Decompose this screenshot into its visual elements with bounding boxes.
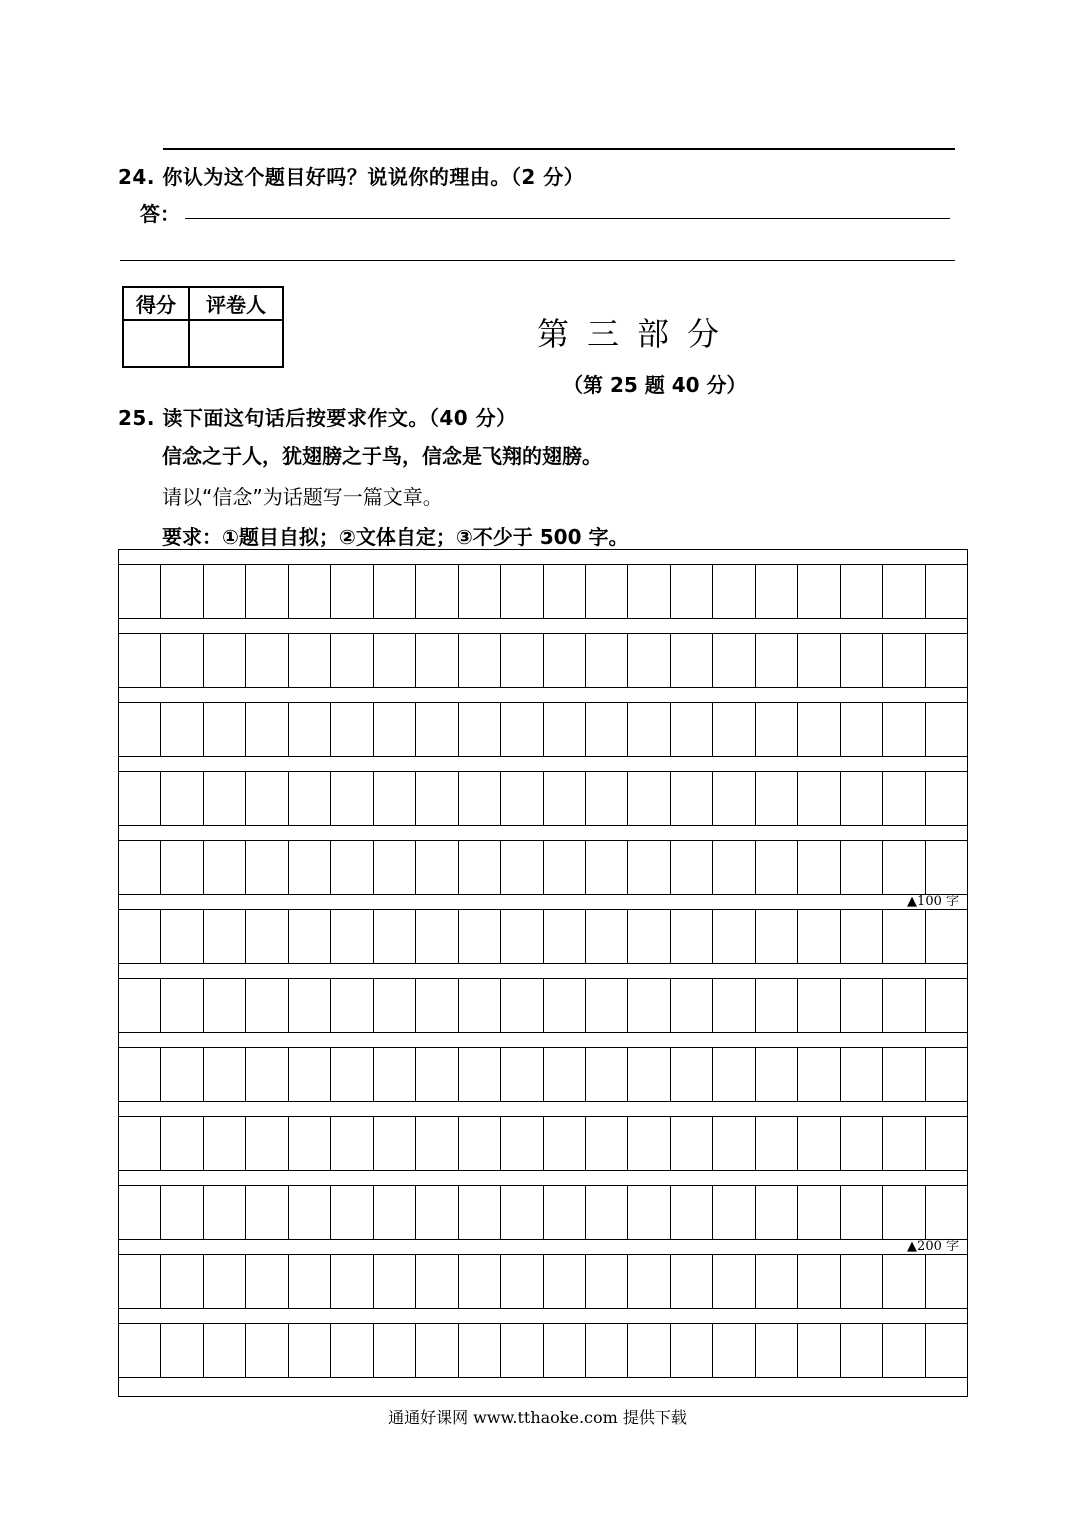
answer-line-1[interactable]: [185, 218, 950, 219]
grid-cell[interactable]: [926, 634, 967, 688]
grid-cell[interactable]: [926, 1048, 967, 1102]
grid-cell[interactable]: [713, 772, 755, 826]
essay-requirements: 要求：①题目自拟；②文体自定；③不少于 500 字。: [162, 525, 629, 549]
grid-cell[interactable]: [756, 565, 798, 619]
grid-cell[interactable]: [841, 841, 883, 895]
grid-cell[interactable]: [671, 841, 713, 895]
grid-cell[interactable]: [756, 910, 798, 964]
grid-cell[interactable]: [204, 565, 246, 619]
grid-cell[interactable]: [713, 841, 755, 895]
grid-cell[interactable]: [246, 565, 288, 619]
grid-cell[interactable]: [798, 1255, 840, 1309]
grid-spacer-row: [119, 1033, 967, 1048]
grid-cell[interactable]: [671, 772, 713, 826]
grid-cell[interactable]: [289, 703, 331, 757]
grader-cell[interactable]: [189, 320, 283, 367]
grid-cell[interactable]: [331, 772, 373, 826]
grid-cell[interactable]: [246, 1117, 288, 1171]
grid-cell[interactable]: [416, 841, 458, 895]
grid-cell[interactable]: [713, 634, 755, 688]
grid-cell[interactable]: [459, 634, 501, 688]
grid-cell[interactable]: [459, 565, 501, 619]
grid-cell[interactable]: [628, 1324, 670, 1378]
grid-spacer-row: [119, 550, 967, 565]
grid-cell[interactable]: [628, 703, 670, 757]
grid-cell[interactable]: [374, 979, 416, 1033]
grid-cell[interactable]: [841, 1186, 883, 1240]
grid-cell[interactable]: [161, 1324, 203, 1378]
essay-quote: 信念之于人，犹翅膀之于鸟，信念是飞翔的翅膀。: [162, 444, 602, 468]
grid-cell[interactable]: [671, 1255, 713, 1309]
grid-cell[interactable]: [289, 841, 331, 895]
grid-cell[interactable]: [161, 910, 203, 964]
grid-cell[interactable]: [459, 1324, 501, 1378]
grid-row: [119, 841, 967, 896]
grid-cell[interactable]: [628, 910, 670, 964]
grid-cell[interactable]: [544, 772, 586, 826]
grid-cell[interactable]: [331, 1048, 373, 1102]
grid-cell[interactable]: [671, 1324, 713, 1378]
grid-cell[interactable]: [119, 1048, 161, 1102]
grid-cell[interactable]: [119, 910, 161, 964]
grid-cell[interactable]: [798, 979, 840, 1033]
grid-row: [119, 1186, 967, 1241]
grid-cell[interactable]: [841, 1048, 883, 1102]
answer-line-2[interactable]: [120, 260, 955, 261]
grid-cell[interactable]: [883, 772, 925, 826]
grid-cell[interactable]: [289, 1255, 331, 1309]
grid-cell[interactable]: [756, 979, 798, 1033]
grid-cell[interactable]: [544, 979, 586, 1033]
grid-cell[interactable]: [374, 841, 416, 895]
grid-cell[interactable]: [883, 1048, 925, 1102]
grid-cell[interactable]: [374, 1048, 416, 1102]
grid-cell[interactable]: [331, 1186, 373, 1240]
grid-cell[interactable]: [586, 1255, 628, 1309]
grid-cell[interactable]: [459, 979, 501, 1033]
grid-cell[interactable]: [586, 1324, 628, 1378]
grid-cell[interactable]: [501, 565, 543, 619]
grid-cell[interactable]: [628, 565, 670, 619]
grid-cell[interactable]: [883, 1186, 925, 1240]
grid-cell[interactable]: [926, 1255, 967, 1309]
score-header: 得分: [123, 287, 189, 320]
grid-cell[interactable]: [544, 841, 586, 895]
grid-cell[interactable]: [501, 910, 543, 964]
grid-cell[interactable]: [586, 772, 628, 826]
grid-cell[interactable]: [246, 1255, 288, 1309]
grid-cell[interactable]: [713, 1186, 755, 1240]
grid-cell[interactable]: [416, 910, 458, 964]
grid-cell[interactable]: [161, 1117, 203, 1171]
grid-cell[interactable]: [119, 1324, 161, 1378]
grid-cell[interactable]: [883, 1324, 925, 1378]
grid-cell[interactable]: [416, 1117, 458, 1171]
grid-row: [119, 565, 967, 620]
grid-cell[interactable]: [798, 565, 840, 619]
grid-cell[interactable]: [798, 772, 840, 826]
grid-cell[interactable]: [119, 634, 161, 688]
grid-cell[interactable]: [883, 1117, 925, 1171]
grid-cell[interactable]: [289, 565, 331, 619]
grid-cell[interactable]: [374, 703, 416, 757]
grid-cell[interactable]: [119, 703, 161, 757]
section-subtitle: （第 25 题 40 分）: [563, 373, 747, 397]
grid-cell[interactable]: [628, 1048, 670, 1102]
grid-cell[interactable]: [841, 1117, 883, 1171]
grid-cell[interactable]: [756, 841, 798, 895]
answer-line-prev: [163, 148, 955, 150]
grid-cell[interactable]: [374, 910, 416, 964]
grid-cell[interactable]: [204, 910, 246, 964]
grid-cell[interactable]: [671, 634, 713, 688]
grid-cell[interactable]: [331, 703, 373, 757]
grid-cell[interactable]: [204, 634, 246, 688]
grid-cell[interactable]: [544, 565, 586, 619]
grid-cell[interactable]: [544, 703, 586, 757]
grid-row: [119, 703, 967, 758]
grid-cell[interactable]: [586, 910, 628, 964]
grid-row: [119, 772, 967, 827]
grid-spacer-row: [119, 619, 967, 634]
grid-cell[interactable]: [713, 1255, 755, 1309]
grader-header: 评卷人: [189, 287, 283, 320]
grid-cell[interactable]: [459, 1048, 501, 1102]
grid-cell[interactable]: [798, 1048, 840, 1102]
grid-cell[interactable]: [713, 565, 755, 619]
grid-cell[interactable]: [628, 1186, 670, 1240]
grid-cell[interactable]: [628, 979, 670, 1033]
grid-cell[interactable]: [289, 1324, 331, 1378]
grid-cell[interactable]: [883, 979, 925, 1033]
grid-cell[interactable]: [883, 634, 925, 688]
essay-grid[interactable]: [118, 549, 968, 1397]
grid-cell[interactable]: [119, 979, 161, 1033]
grid-cell[interactable]: [883, 841, 925, 895]
grid-cell[interactable]: [501, 841, 543, 895]
grid-cell[interactable]: [161, 1048, 203, 1102]
grid-cell[interactable]: [586, 565, 628, 619]
grid-cell[interactable]: [331, 565, 373, 619]
grid-cell[interactable]: [204, 1048, 246, 1102]
grid-cell[interactable]: [586, 1186, 628, 1240]
grid-cell[interactable]: [628, 841, 670, 895]
grid-cell[interactable]: [119, 1255, 161, 1309]
grid-cell[interactable]: [798, 910, 840, 964]
grid-cell[interactable]: [501, 703, 543, 757]
grid-cell[interactable]: [544, 1048, 586, 1102]
score-cell[interactable]: [123, 320, 189, 367]
grid-cell[interactable]: [161, 979, 203, 1033]
grid-cell[interactable]: [289, 1048, 331, 1102]
grid-cell[interactable]: [246, 1048, 288, 1102]
grid-cell[interactable]: [374, 565, 416, 619]
grid-cell[interactable]: [756, 1324, 798, 1378]
grid-cell[interactable]: [374, 1117, 416, 1171]
grid-cell[interactable]: [756, 703, 798, 757]
grid-cell[interactable]: [544, 1255, 586, 1309]
grid-cell[interactable]: [501, 1117, 543, 1171]
grid-cell[interactable]: [756, 1048, 798, 1102]
grid-cell[interactable]: [331, 910, 373, 964]
grid-row: [119, 1048, 967, 1103]
grid-cell[interactable]: [586, 979, 628, 1033]
grid-cell[interactable]: [289, 634, 331, 688]
grid-cell[interactable]: [374, 772, 416, 826]
grid-cell[interactable]: [161, 1255, 203, 1309]
grid-cell[interactable]: [671, 979, 713, 1033]
grid-cell[interactable]: [331, 634, 373, 688]
grid-cell[interactable]: [501, 1186, 543, 1240]
grid-cell[interactable]: [459, 841, 501, 895]
grid-cell[interactable]: [331, 841, 373, 895]
grid-cell[interactable]: [926, 703, 967, 757]
grid-cell[interactable]: [544, 1324, 586, 1378]
grid-row: [119, 979, 967, 1034]
grid-cell[interactable]: [119, 841, 161, 895]
grid-cell[interactable]: [246, 1186, 288, 1240]
word-count-marker: ▲200 字: [907, 1238, 959, 1254]
grid-cell[interactable]: [671, 910, 713, 964]
word-count-marker: ▲100 字: [907, 893, 959, 909]
grid-cell[interactable]: [883, 910, 925, 964]
grid-cell[interactable]: [204, 1255, 246, 1309]
grid-cell[interactable]: [926, 979, 967, 1033]
grid-row: [119, 1255, 967, 1310]
grid-spacer-row: [119, 895, 967, 910]
grid-cell[interactable]: [756, 634, 798, 688]
grid-cell[interactable]: [459, 1117, 501, 1171]
grid-cell[interactable]: [161, 1186, 203, 1240]
grid-cell[interactable]: [544, 1186, 586, 1240]
grid-cell[interactable]: [331, 1117, 373, 1171]
grid-cell[interactable]: [331, 979, 373, 1033]
grid-cell[interactable]: [501, 1048, 543, 1102]
score-table: [122, 286, 284, 368]
grid-spacer-row: [119, 1309, 967, 1324]
grid-cell[interactable]: [544, 634, 586, 688]
grid-cell[interactable]: [544, 1117, 586, 1171]
grid-spacer-row: [119, 757, 967, 772]
grid-cell[interactable]: [459, 703, 501, 757]
grid-spacer-row: [119, 1102, 967, 1117]
essay-prompt: 请以“信念”为话题写一篇文章。: [162, 485, 443, 509]
grid-cell[interactable]: [161, 703, 203, 757]
question-25: 25. 读下面这句话后按要求作文。（40 分）: [118, 406, 517, 430]
grid-cell[interactable]: [586, 703, 628, 757]
grid-cell[interactable]: [841, 1324, 883, 1378]
grid-cell[interactable]: [713, 1324, 755, 1378]
grid-cell[interactable]: [798, 1186, 840, 1240]
grid-cell[interactable]: [501, 634, 543, 688]
grid-cell[interactable]: [459, 910, 501, 964]
grid-cell[interactable]: [501, 979, 543, 1033]
grid-cell[interactable]: [926, 1186, 967, 1240]
grid-cell[interactable]: [713, 1048, 755, 1102]
grid-cell[interactable]: [374, 1186, 416, 1240]
grid-cell[interactable]: [416, 565, 458, 619]
grid-cell[interactable]: [289, 910, 331, 964]
grid-cell[interactable]: [204, 703, 246, 757]
grid-cell[interactable]: [883, 565, 925, 619]
grid-cell[interactable]: [204, 1186, 246, 1240]
grid-cell[interactable]: [883, 703, 925, 757]
grid-cell[interactable]: [713, 703, 755, 757]
grid-cell[interactable]: [798, 1324, 840, 1378]
grid-row: [119, 634, 967, 689]
grid-cell[interactable]: [459, 772, 501, 826]
grid-cell[interactable]: [289, 1117, 331, 1171]
grid-row: [119, 1324, 967, 1379]
grid-cell[interactable]: [841, 565, 883, 619]
section-title: 第三部分: [537, 315, 738, 353]
grid-cell[interactable]: [374, 1324, 416, 1378]
grid-cell[interactable]: [119, 565, 161, 619]
grid-cell[interactable]: [204, 841, 246, 895]
grid-cell[interactable]: [416, 1255, 458, 1309]
grid-cell[interactable]: [841, 634, 883, 688]
grid-cell[interactable]: [246, 1324, 288, 1378]
grid-cell[interactable]: [586, 841, 628, 895]
grid-cell[interactable]: [416, 634, 458, 688]
grid-cell[interactable]: [586, 1117, 628, 1171]
grid-cell[interactable]: [289, 772, 331, 826]
grid-cell[interactable]: [204, 772, 246, 826]
grid-cell[interactable]: [501, 772, 543, 826]
grid-cell[interactable]: [246, 772, 288, 826]
grid-cell[interactable]: [161, 841, 203, 895]
grid-cell[interactable]: [374, 1255, 416, 1309]
grid-cell[interactable]: [798, 634, 840, 688]
grid-cell[interactable]: [246, 703, 288, 757]
grid-cell[interactable]: [671, 565, 713, 619]
grid-cell[interactable]: [374, 634, 416, 688]
grid-cell[interactable]: [926, 910, 967, 964]
grid-cell[interactable]: [841, 1255, 883, 1309]
grid-cell[interactable]: [161, 565, 203, 619]
grid-cell[interactable]: [459, 1186, 501, 1240]
grid-cell[interactable]: [841, 979, 883, 1033]
grid-cell[interactable]: [841, 703, 883, 757]
grid-cell[interactable]: [246, 979, 288, 1033]
grid-cell[interactable]: [331, 1324, 373, 1378]
grid-cell[interactable]: [416, 979, 458, 1033]
grid-cell[interactable]: [798, 1117, 840, 1171]
grid-cell[interactable]: [416, 1324, 458, 1378]
grid-cell[interactable]: [841, 910, 883, 964]
grid-cell[interactable]: [883, 1255, 925, 1309]
grid-cell[interactable]: [926, 1324, 967, 1378]
grid-cell[interactable]: [289, 1186, 331, 1240]
question-24: 24. 你认为这个题目好吗？说说你的理由。（2 分）: [118, 165, 585, 189]
grid-cell[interactable]: [756, 1255, 798, 1309]
grid-cell[interactable]: [798, 703, 840, 757]
grid-cell[interactable]: [544, 910, 586, 964]
grid-cell[interactable]: [671, 1048, 713, 1102]
grid-cell[interactable]: [713, 910, 755, 964]
grid-cell[interactable]: [119, 1117, 161, 1171]
grid-cell[interactable]: [416, 1048, 458, 1102]
grid-cell[interactable]: [119, 772, 161, 826]
grid-row: [119, 1117, 967, 1172]
grid-cell[interactable]: [501, 1255, 543, 1309]
grid-cell[interactable]: [119, 1186, 161, 1240]
grid-cell[interactable]: [586, 634, 628, 688]
grid-cell[interactable]: [416, 703, 458, 757]
grid-cell[interactable]: [204, 1324, 246, 1378]
grid-cell[interactable]: [246, 634, 288, 688]
grid-cell[interactable]: [246, 841, 288, 895]
grid-spacer-row: [119, 826, 967, 841]
grid-cell[interactable]: [501, 1324, 543, 1378]
grid-cell[interactable]: [671, 1186, 713, 1240]
grid-bottom-strip: [119, 1378, 967, 1390]
grid-cell[interactable]: [459, 1255, 501, 1309]
grid-cell[interactable]: [204, 979, 246, 1033]
grid-spacer-row: [119, 964, 967, 979]
grid-cell[interactable]: [671, 1117, 713, 1171]
grid-cell[interactable]: [756, 772, 798, 826]
grid-cell[interactable]: [926, 772, 967, 826]
footer-credit: 通通好课网 www.tthaoke.com 提供下载: [388, 1408, 687, 1427]
grid-cell[interactable]: [671, 703, 713, 757]
grid-cell[interactable]: [628, 1117, 670, 1171]
grid-cell[interactable]: [416, 772, 458, 826]
grid-cell[interactable]: [628, 634, 670, 688]
grid-cell[interactable]: [926, 1117, 967, 1171]
grid-cell[interactable]: [713, 979, 755, 1033]
grid-cell[interactable]: [289, 979, 331, 1033]
grid-cell[interactable]: [841, 772, 883, 826]
grid-cell[interactable]: [331, 1255, 373, 1309]
grid-cell[interactable]: [756, 1117, 798, 1171]
grid-cell[interactable]: [204, 1117, 246, 1171]
grid-spacer-row: [119, 1171, 967, 1186]
grid-cell[interactable]: [416, 1186, 458, 1240]
grid-cell[interactable]: [798, 841, 840, 895]
grid-cell[interactable]: [161, 634, 203, 688]
answer-label: 答：: [140, 202, 180, 226]
grid-spacer-row: [119, 688, 967, 703]
grid-cell[interactable]: [926, 841, 967, 895]
grid-row: [119, 910, 967, 965]
grid-cell[interactable]: [628, 1255, 670, 1309]
grid-cell[interactable]: [713, 1117, 755, 1171]
grid-cell[interactable]: [586, 1048, 628, 1102]
grid-cell[interactable]: [628, 772, 670, 826]
grid-cell[interactable]: [926, 565, 967, 619]
grid-cell[interactable]: [161, 772, 203, 826]
grid-spacer-row: [119, 1240, 967, 1255]
grid-cell[interactable]: [246, 910, 288, 964]
grid-cell[interactable]: [756, 1186, 798, 1240]
